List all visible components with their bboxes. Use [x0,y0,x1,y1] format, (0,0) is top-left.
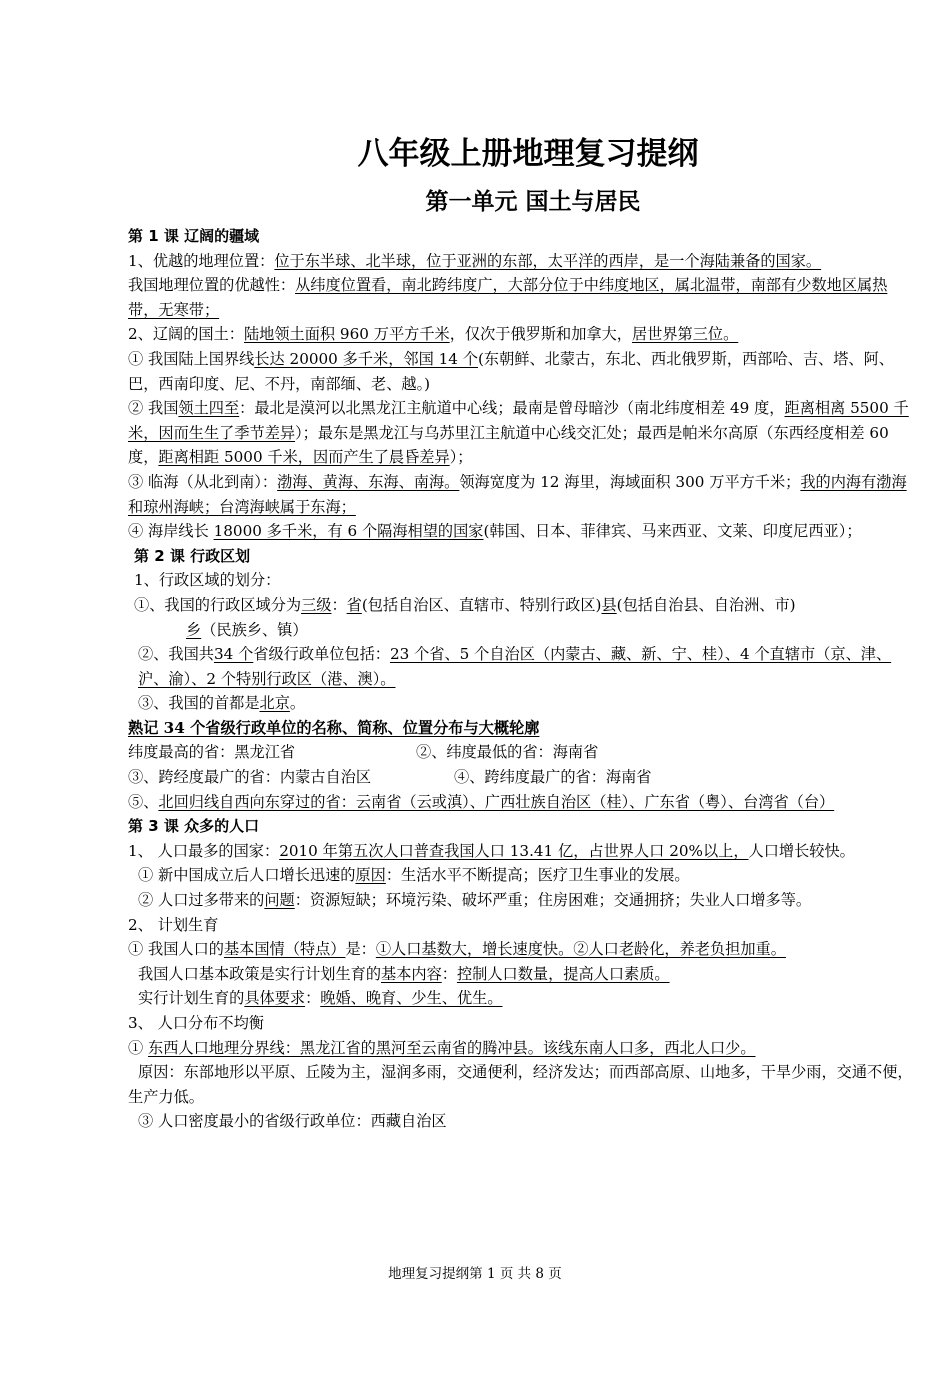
lesson-2-paragraph-3: 乡（民族乡、镇） [186,620,308,639]
lesson-1-paragraph-5: ② 我国领土四至：最北是漠河以北黑龙江主航道中心线；最南是曾母暗沙（南北纬度相差 49 度，距离相离 5500 千米，因而生生了季节差异）；最东是黑龙江与乌苏里江主航道中心线交汇处；最西是帕米尔高原（东西经度相差 60 度，距离相距 5000 千米，因而产生了晨昏差异）； [128,399,909,467]
lesson-3-paragraph-6: 我国人口基本政策是实行计划生育的基本内容：控制人口数量，提高人口素质。 [138,964,670,983]
lesson-2-row-3: ⑤、北回归线自西向东穿过的省：云南省（云或滇）、广西壮族自治区（桂）、广东省（粤）、台湾省（台） [128,792,835,811]
lesson-1-paragraph-4: ① 我国陆上国界线长达 20000 多千米，邻国 14 个(东朝鲜、北蒙古，东北、西北俄罗斯，西部哈、吉、塔、阿、巴，西南印度、尼、不丹，南部缅、老、越。) [128,349,894,393]
lesson-3-paragraph-9: ① 东西人口地理分界线：黑龙江省的黑河至云南省的腾冲县。该线东南人口多，西北人口少。 [128,1038,756,1057]
lesson-3-paragraph-2: ① 新中国成立后人口增长迅速的原因：生活水平不断提高；医疗卫生事业的发展。 [138,866,690,885]
lesson-2-paragraph-4: ②、我国共34 个省级行政单位包括：23 个省、5 个自治区（内蒙古、藏、新、宁、桂）、4 个直辖市（京、津、沪、渝）、2 个特别行政区（港、澳）。 [138,645,892,688]
lesson-1-paragraph-2: 我国地理位置的优越性：从纬度位置看，南北跨纬度广，大部分位于中纬度地区，属北温带，南部有少数地区属热带，无寒带； [128,276,888,319]
lesson-3-paragraph-8: 3、 人口分布不均衡 [128,1014,264,1032]
lesson-3-paragraph-4: 2、 计划生育 [128,915,219,934]
lesson-3-paragraph-11: ③ 人口密度最小的省级行政单位：西藏自治区 [138,1112,447,1131]
lesson-2-paragraph-1: 1、行政区域的划分： [134,571,281,590]
lesson-1-paragraph-1: 1、优越的地理位置：位于东半球、北半球，位于亚洲的东部，太平洋的西岸，是一个海陆兼备的国家。 [128,251,822,270]
lesson-3-paragraph-1: 1、 人口最多的国家：2010 年第五次人口普查我国人口 13.41 亿，占世界人口 20%以上，人口增长较快。 [128,841,855,860]
lesson-1-paragraph-3: 2、辽阔的国土：陆地领土面积 960 万平方千米，仅次于俄罗斯和加拿大，居世界第三位。 [128,325,739,344]
lesson-2-paragraph-2: ①、我国的行政区域分为三级：省(包括自治区、直辖市、特别行政区)县(包括自治县、自治洲、市) [134,595,796,614]
lesson-2-paragraph-5: ③、我国的首都是北京。 [138,694,306,713]
lesson-2-row-1: 纬度最高的省：黑龙江省 ②、纬度最低的省：海南省 [128,743,599,762]
lesson-3-paragraph-3: ② 人口过多带来的问题：资源短缺；环境污染、破坏严重；住房困难；交通拥挤；失业人口增多等。 [138,891,812,910]
unit-title: 第一单元 国土与居民 [425,189,641,215]
lesson-3-heading: 第 3 课 众多的人口 [128,817,260,836]
lesson-3-paragraph-7: 实行计划生育的具体要求：晚婚、晚育、少生、优生。 [138,989,503,1008]
lesson-2-row-2: ③、跨经度最广的省：内蒙古自治区 ④、跨纬度最广的省：海南省 [128,768,652,787]
lesson-2-bold-note: 熟记 34 个省级行政单位的名称、简称、位置分布与大概轮廓 [128,718,540,737]
lesson-3-paragraph-10: 原因：东部地形以平原、丘陵为主，湿润多雨，交通便利，经济发达；而西部高原、山地多，干旱少雨，交通不便，生产力低。 [128,1063,913,1106]
page-content [128,128,914,1134]
lesson-3-paragraph-5: ① 我国人口的基本国情（特点）是：①人口基数大，增长速度快。②人口老龄化，养老负担加重。 [128,940,786,959]
lesson-1-heading: 第 1 课 辽阔的疆域 [128,227,260,245]
page-footer: 地理复习提纲第 1 页 共 8 页 [388,1266,562,1282]
lesson-2-heading: 第 2 课 行政区划 [134,546,251,565]
page-title: 八年级上册地理复习提纲 [357,136,699,172]
lesson-1-paragraph-6: ③ 临海（从北到南）：渤海、黄海、东海、南海。领海宽度为 12 海里，海域面积 300 万平方千米；我的内海有渤海和琼州海峡；台湾海峡属于东海； [128,472,907,516]
lesson-1-paragraph-7: ④ 海岸线长 18000 多千米，有 6 个隔海相望的国家(韩国、日本、菲律宾、马来西亚、文莱、印度尼西亚）； [128,522,862,541]
